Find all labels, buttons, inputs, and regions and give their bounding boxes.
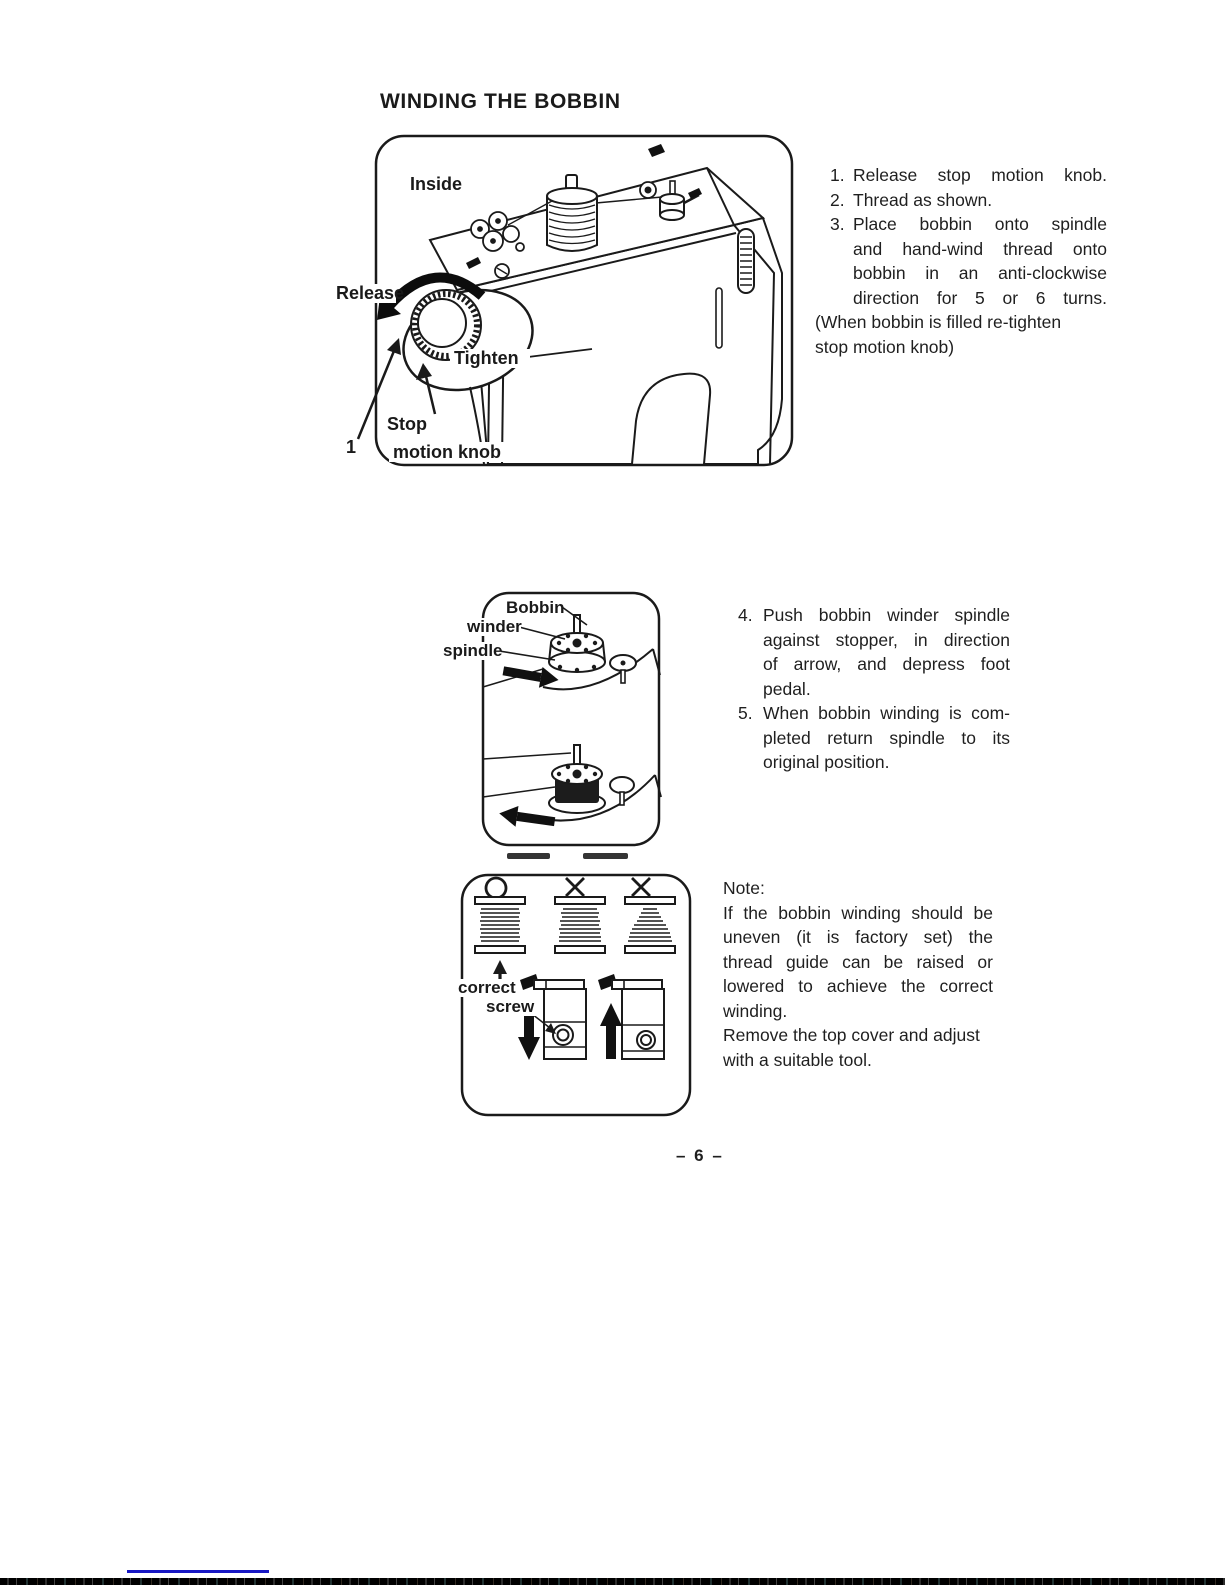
bobbin-cone-winding [625, 897, 675, 953]
step-number: 5. [738, 703, 753, 723]
blue-underline-artifact [127, 1570, 269, 1573]
note-line: thread guide can be raised or [723, 951, 993, 972]
note-line: uneven (it is factory set) the [723, 927, 993, 947]
step-number: 4. [738, 605, 753, 625]
step-line: direction for 5 or 6 turns. [853, 287, 1107, 308]
step-line: against stopper, in direction [763, 629, 1010, 650]
step-2 [815, 188, 1107, 213]
page-title: WINDING THE BOBBIN [380, 90, 621, 113]
diagram-bobbin-winder-spindle [425, 585, 670, 855]
label-screw: screw [486, 997, 535, 1016]
label-motion-knob: motion knob [393, 442, 501, 462]
label-inside: Inside [410, 174, 463, 194]
step-3 [815, 212, 1107, 310]
scan-noise-band [0, 1578, 1225, 1585]
up-arrow-icon [600, 1003, 622, 1059]
scan-artifact [507, 853, 550, 859]
diagram-stop-motion-knob [330, 133, 795, 469]
step-line: Place bobbin onto spindle [853, 214, 1107, 234]
return-left-arrow-icon [498, 803, 556, 832]
step-line: pleted return spindle to its [763, 727, 1010, 748]
label-callout-1: 1 [346, 437, 357, 457]
incorrect-symbol-icon [632, 878, 650, 896]
bobbin-uneven-winding [555, 897, 605, 953]
label-bobbin: Bobbin [506, 598, 565, 617]
step-number: 2. [830, 189, 845, 210]
note-line: with a suitable tool. [723, 1049, 872, 1070]
ridged-dial [738, 229, 754, 293]
note-heading: Note: [723, 878, 765, 898]
step-line: of arrow, and depress foot [763, 654, 1010, 674]
steps-1-3 [815, 163, 1107, 359]
note-block [723, 876, 993, 1072]
step-line: and hand-wind thread onto [853, 238, 1107, 259]
step-line: When bobbin winding is com- [763, 703, 1010, 723]
thread-guide-lower-drawing [518, 974, 586, 1060]
postscript-line: stop motion knob) [815, 336, 955, 357]
correct-symbol-icon [486, 878, 506, 898]
page-number: – 6 – [676, 1146, 724, 1165]
thread-spool [547, 175, 597, 251]
step-line: Release stop motion knob. [853, 165, 1107, 185]
step-1 [815, 163, 1107, 188]
bobbin-even-winding [475, 897, 525, 953]
step-number: 3. [830, 214, 845, 234]
note-line: Remove the top cover and adjust [723, 1025, 980, 1045]
label-spindle: spindle [443, 641, 503, 660]
note-line: winding. [723, 1000, 788, 1021]
postscript-line: (When bobbin is filled re-tighten [815, 312, 1062, 332]
step-5 [735, 701, 1010, 775]
thread-guide-raise-drawing [598, 974, 664, 1059]
label-release: Release [336, 283, 405, 303]
note-line: lowered to achieve the correct [723, 976, 993, 996]
steps-4-5 [735, 603, 1010, 775]
scan-artifact [583, 853, 628, 859]
step-line: Thread as shown. [853, 189, 993, 210]
label-stop: Stop [387, 414, 427, 434]
step-4 [735, 603, 1010, 701]
front-slot [716, 288, 722, 348]
step-number: 1. [830, 165, 845, 185]
step-line: bobbin in an anti-clockwise [853, 263, 1107, 283]
note-line: If the bobbin winding should be [723, 902, 993, 923]
label-winder: winder [467, 617, 522, 636]
incorrect-symbol-icon [566, 878, 584, 896]
step-line: original position. [763, 752, 890, 772]
label-correct: correct [458, 978, 516, 997]
label-tighten: Tighten [454, 348, 519, 368]
diagram-winding-adjustment [450, 863, 700, 1121]
spindle-returned-drawing [483, 745, 661, 821]
step-line: pedal. [763, 678, 811, 699]
step-line: Push bobbin winder spindle [763, 605, 1010, 625]
